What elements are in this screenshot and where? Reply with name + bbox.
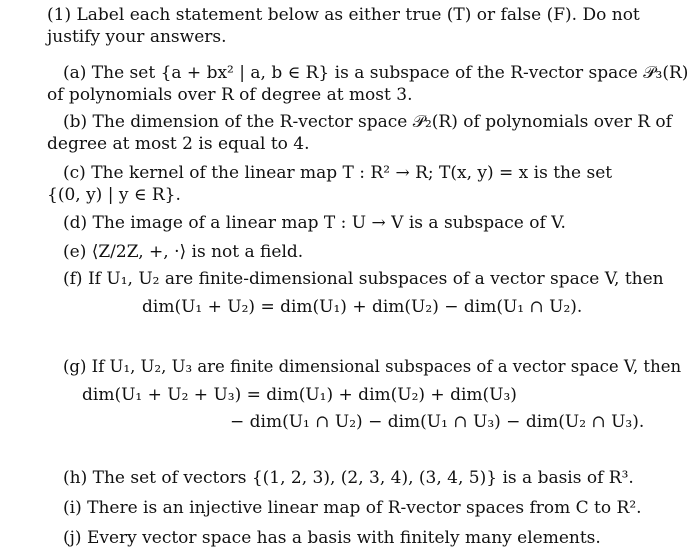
statement-b-line-1: (b) The dimension of the R-vector space 𝒫₂(R) of polynomials over R of	[63, 112, 672, 132]
statement-f-line-1: (f) If U₁, U₂ are finite-dimensional subspaces of a vector space V, then	[63, 269, 664, 289]
statement-g-formula-2: − dim(U₁ ∩ U₂) − dim(U₁ ∩ U₃) − dim(U₂ ∩ U₃).	[230, 412, 645, 432]
intro-line-1: (1) Label each statement below as either true (T) or false (F). Do not	[47, 5, 640, 25]
intro-line-2: justify your answers.	[47, 27, 227, 47]
statement-j: (j) Every vector space has a basis with finitely many elements.	[63, 528, 601, 548]
statement-g-line-1: (g) If U₁, U₂, U₃ are finite dimensional subspaces of a vector space V, then	[63, 357, 682, 376]
statement-c-line-2: {(0, y) | y ∈ R}.	[47, 185, 181, 205]
statement-g-formula-1: dim(U₁ + U₂ + U₃) = dim(U₁) + dim(U₂) + dim(U₃)	[82, 385, 517, 405]
statement-a-line-1: (a) The set {a + bx² | a, b ∈ R} is a subspace of the R-vector space 𝒫₃(R)	[63, 63, 689, 83]
statement-i: (i) There is an injective linear map of R-vector spaces from C to R².	[63, 498, 642, 518]
statement-c-line-1: (c) The kernel of the linear map T : R² → R; T(x, y) = x is the set	[63, 163, 613, 183]
statement-e: (e) ⟨Z/2Z, +, ·⟩ is not a field.	[63, 242, 304, 262]
statement-b-line-2: degree at most 2 is equal to 4.	[47, 134, 310, 154]
statement-d: (d) The image of a linear map T : U → V is a subspace of V.	[63, 213, 566, 233]
statement-a-line-2: of polynomials over R of degree at most 3.	[47, 85, 413, 105]
statement-h: (h) The set of vectors {(1, 2, 3), (2, 3, 4), (3, 4, 5)} is a basis of R³.	[63, 468, 634, 488]
statement-f-formula: dim(U₁ + U₂) = dim(U₁) + dim(U₂) − dim(U₁ ∩ U₂).	[142, 297, 583, 317]
